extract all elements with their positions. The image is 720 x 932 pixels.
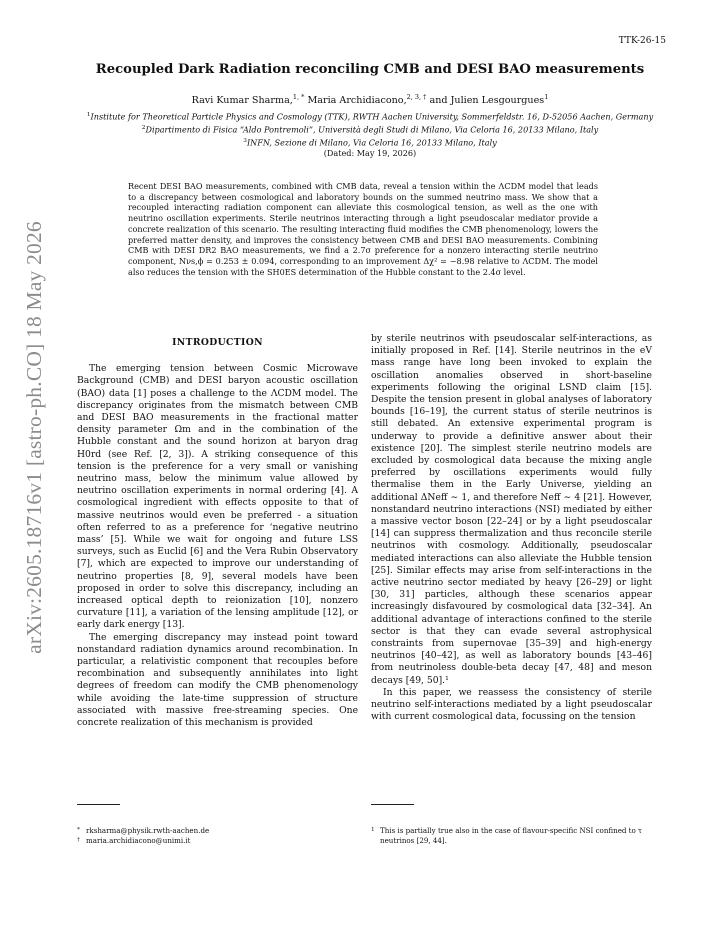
- affiliation-list: [60, 110, 680, 159]
- author-list: [80, 93, 660, 106]
- body-paragraph: The emerging tension between Cosmic Microwave Background (CMB) and DESI baryon acoustic oscillation (BAO) data [1] poses a challenge to the ΛCDM model. The discrepancy originates from the mismatch between CMB and DESI BAO measurements in the fractional matter density parameter Ωm and in the combination of the Hubble constant and the sound horizon at baryon drag H0rd (see Ref. [2, 3]). A striking consequence of this tension is the preference for a very small or vanishing neutrino mass, below the minimum value allowed by neutrino oscillation experiments in normal ordering [4]. A cosmological ingredient with effects opposite to that of massive neutrinos would even be preferred - a situation often referred to as a preference for ‘negative neutrino mass’ [5]. While we wait for ongoing and future LSS surveys, such as Euclid [6] and the Vera Rubin Observatory [7], which are expected to improve our understanding of neutrino properties [8, 9], several models have been proposed in order to solve this discrepancy, including an increased optical depth to reionization [10], nonzero curvature [11], a variation of the lensing amplitude [12], or early dark energy [13].: [77, 363, 358, 631]
- author-affiliation-mark: 1: [544, 93, 549, 101]
- author-name: Ravi Kumar Sharma,: [191, 95, 293, 107]
- body-paragraph: In this paper, we reassess the consistency of sterile neutrino self-interactions mediated by a light pseudoscalar with current cosmological data, focussing on the tension: [371, 686, 652, 723]
- footnote-mark: 1: [371, 827, 375, 833]
- author-email-link[interactable]: rksharma@physik.rwth-aachen.de: [86, 826, 210, 835]
- affiliation-text: INFN, Sezione di Milano, Via Celoria 16, 20133 Milano, Italy: [246, 137, 497, 148]
- footnote-mark: †: [77, 836, 80, 843]
- author-name: Maria Archidiacono,: [307, 95, 407, 107]
- section-heading: INTRODUCTION: [172, 337, 263, 348]
- body-paragraph: by sterile neutrinos with pseudoscalar self-interactions, as initially proposed in Ref. [14]. Sterile neutrinos in the eV mass range have long been invoked to explain the oscillation anomalies observed in short-baseline experiments following the original LSND claim [15]. Despite the tension present in global analyses of laboratory bounds [16–19], the current status of sterile neutrinos is still debated. An extensive experimental program is underway to provide a definitive answer about their existence [20]. The simplest sterile neutrino models are excluded by cosmological data because the mixing angle preferred by oscillations experiments would fully thermalise them in the Early Universe, yielding an additional ΔNeff ∼ 1, and therefore Neff ∼ 4 [21]. However, nonstandard neutrino interactions (NSI) mediated by either a massive vector boson [22–24] or by a light pseudoscalar [14] can suppress thermalization and thus reconcile sterile neutrinos with cosmology. Additionally, pseudoscalar mediated interactions can also alleviate the Hubble tension [25]. Similar effects may arise from self-interactions in the active neutrino sector mediated by heavy [26–29] or light [30, 31] particles, although these scenarios appear increasingly disfavoured by cosmological data [32–34]. An additional advantage of interactions confined to the sterile sector is that they can evade several astrophysical constraints from supernovae [35–39] and high-energy neutrinos [40–42], as well as laboratory bounds [43–46] from neutrinoless double-beta decay [47, 48] and meson decays [49, 50].¹: [371, 333, 652, 686]
- footnote-mark: *: [77, 827, 80, 833]
- affiliation-number: 1: [86, 112, 91, 118]
- footnote: [77, 836, 358, 846]
- affiliation: [60, 136, 680, 149]
- affiliation-number: 2: [141, 124, 146, 131]
- body-paragraph: The emerging discrepancy may instead point toward nonstandard radiation dynamics around recombination. In particular, a relativistic component that recouples before recombination and subsequently annihilates into light degrees of freedom can modify the CMB phenomenology while avoiding the late-time suppression of structure associated with massive free-streaming species. One concrete realization of this mechanism is provided: [77, 631, 358, 729]
- author-name: and Julien Lesgourgues: [429, 95, 545, 107]
- footnote-rule: [77, 804, 120, 805]
- author-affiliation-mark: 1, *: [292, 93, 305, 101]
- author-email-link[interactable]: maria.archidiacono@unimi.it: [86, 835, 191, 845]
- affiliation: [60, 110, 680, 123]
- affiliation-text: Institute for Theoretical Particle Physics and Cosmology (TTK), RWTH Aachen University, Sommerfeldstr. 16, D-52056 Aachen, Germany: [90, 111, 654, 122]
- author-affiliation-mark: 2, 3, †: [406, 93, 427, 101]
- paper-title: Recoupled Dark Radiation reconciling CMB and DESI BAO measurements: [95, 62, 645, 77]
- footnote-rule: [371, 804, 414, 805]
- right-column: [371, 333, 652, 724]
- abstract: Recent DESI BAO measurements, combined with CMB data, reveal a tension within the ΛCDM model that leads to a discrepancy between cosmological and laboratory bounds on the summed neutrino mass. We show that a recoupled interacting radiation component can alleviate this cosmological tension, as well as the one with neutrino oscillation experiments. Sterile neutrinos interacting through a light pseudoscalar mediator provide a concrete realization of this scenario. The resulting interacting fluid modifies the CMB phenomenology, lowers the preferred matter density, and improves the consistency between CMB and DESI BAO measurements. Combining CMB with DESI DR2 BAO measurements, we find a 2.7σ preference for a nonzero interacting sterile neutrino component, Nνs,ϕ = 0.253 ± 0.094, corresponding to an improvement Δχ² = −8.98 relative to ΛCDM. The model also reduces the tension with the SH0ES determination of the Hubble constant to the 2.4σ level.: [128, 181, 598, 277]
- affiliation: [60, 123, 680, 136]
- report-number: TTK-26-15: [618, 36, 666, 46]
- arxiv-stamp-text: arXiv:2605.18716v1 [astro-ph.CO] 18 May 2026: [21, 220, 46, 654]
- footnote: [371, 826, 665, 845]
- arxiv-identifier-stamp: [20, 220, 48, 654]
- footnote-text: This is partially true also in the case of flavour-specific NSI confined to τ neutrinos [29, 44].: [380, 826, 642, 845]
- footnote: [77, 826, 358, 836]
- dated-line: (Dated: May 19, 2026): [323, 148, 417, 159]
- author-footnotes: [77, 826, 358, 845]
- affiliation-text: Dipartimento di Fisica “Aldo Pontremoli”, Università degli Studi di Milano, Via Celoria 16, 20133 Milano, Italy: [145, 124, 599, 135]
- affiliation-number: 3: [243, 137, 247, 144]
- left-column: [77, 333, 358, 729]
- text-footnotes: [371, 826, 665, 845]
